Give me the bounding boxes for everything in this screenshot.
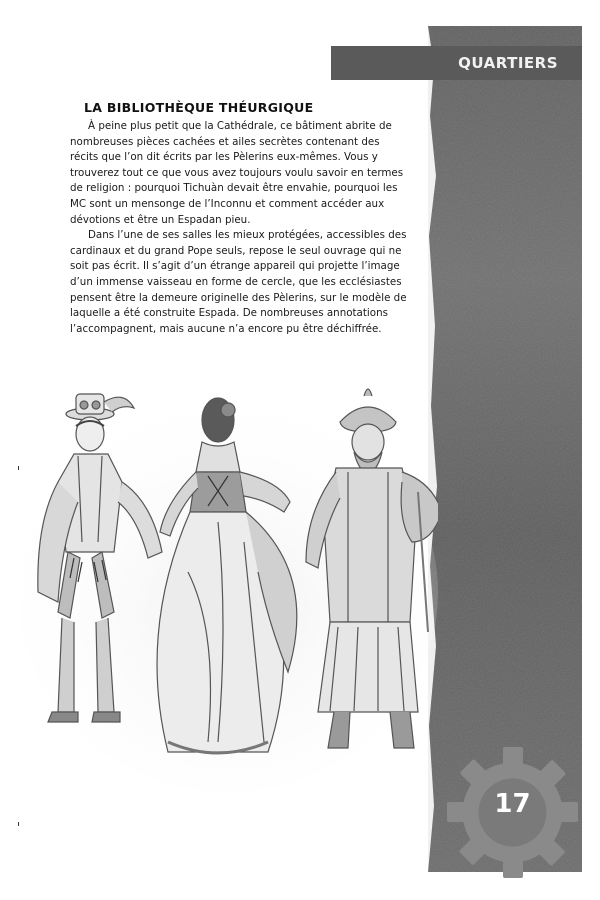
article-title: LA BIBLIOTHÈQUE THÉURGIQUE [84, 100, 314, 115]
article-paragraph: À peine plus petit que la Cathédrale, ce bâtiment abrite de nombreuses pièces cachées et ailes secrètes contenant des récits que l’on dit écrits par les Pèlerins eux-mêmes. Vous y trouverez tout ce que vous avez toujours voulu savoir en termes de religion : pourquoi Tichuàn devait être envahie, pourquoi les MC sont un mensonge de l’Inconnu et comment accéder aux dévotions et être un Espadan pieu. [70, 120, 404, 226]
crop-mark [18, 822, 19, 826]
illustration [18, 372, 438, 792]
section-title: QUARTIERS [458, 54, 558, 72]
crop-mark [18, 466, 19, 470]
article-paragraph: Dans l’une de ses salles les mieux protégées, accessibles des cardinaux et du grand Pope seuls, repose le seul ouvrage qui ne soit pas écrit. Il s’agit d’un étrange appareil qui projette l’image d’un immense vaisseau en forme de cercle, que les ecclésiastes pensent être la demeure originelle des Pèlerins, sur le modèle de laquelle a été construite Espada. De nombreuses annotations l’accompagnent, mais aucune n’a encore pu être déchiffrée. [70, 229, 407, 335]
section-header [331, 46, 582, 80]
article [70, 100, 410, 337]
page-number: 17 [494, 789, 531, 819]
page-number-badge [445, 745, 580, 880]
